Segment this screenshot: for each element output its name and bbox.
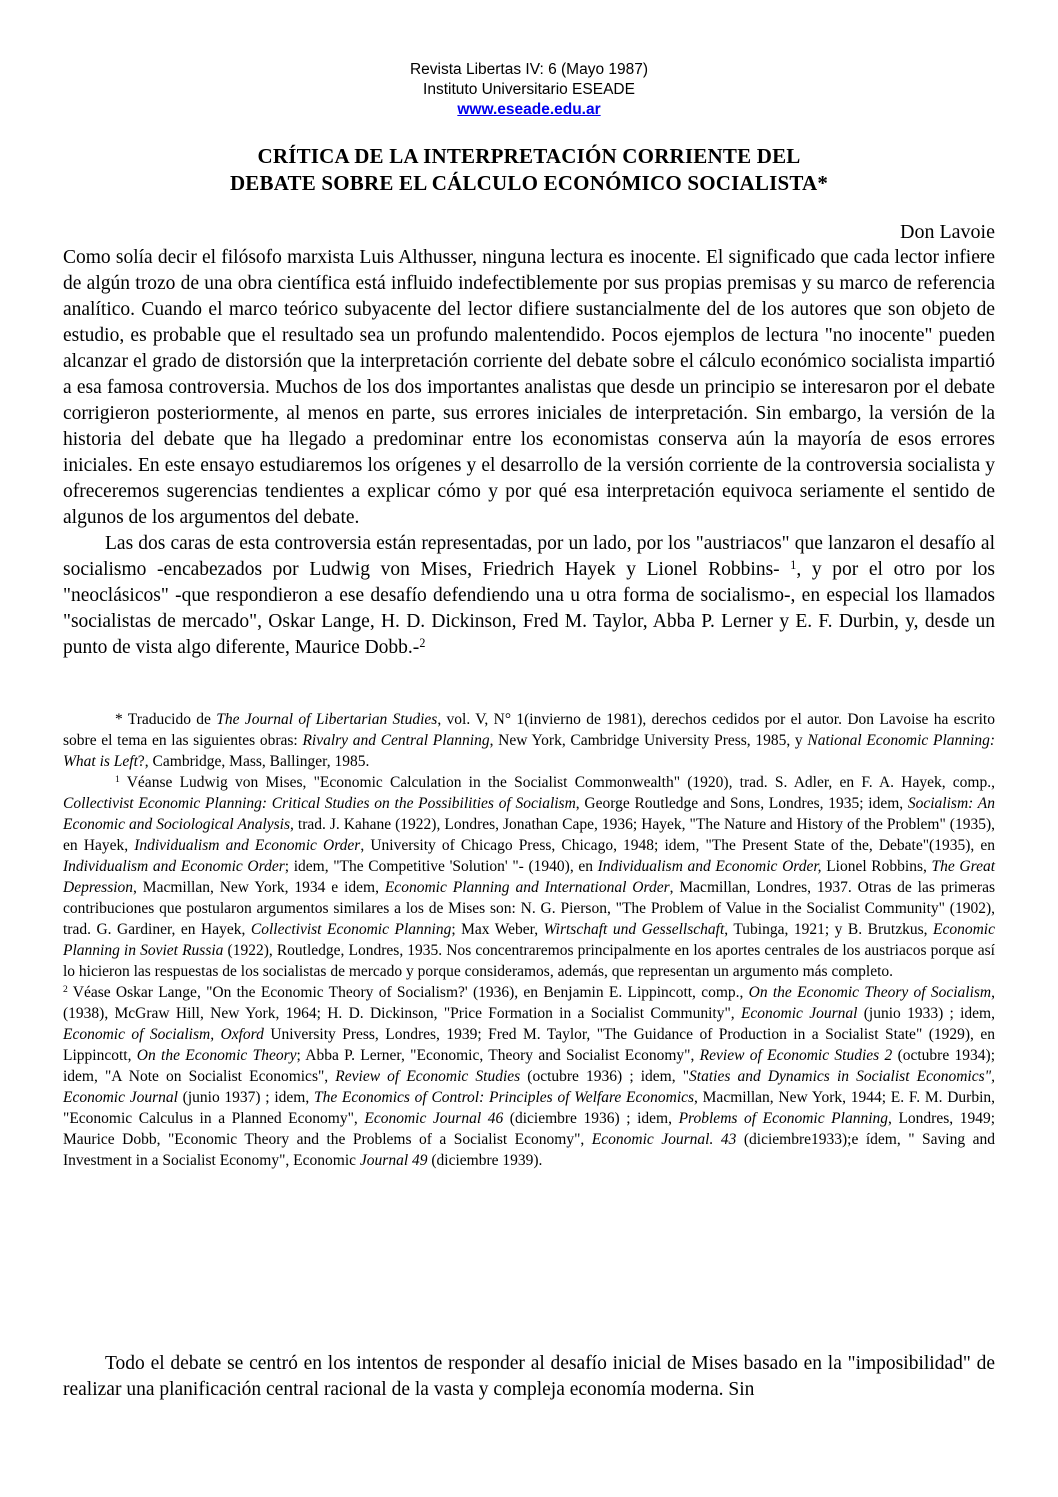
journal-header <box>63 60 995 120</box>
body-paragraph-1: Como solía decir el filósofo marxista Luis Althusser, ninguna lectura es inocente. El significado que cada lector infiere de algún trozo de una obra científica está influido indefectiblemente por sus propias premisas y su marco de referencia analítico. Cuando el marco teórico subyacente del lector difiere sustancialmente del de los autores que son objeto de estudio, es probable que el resultado sea un profundo malentendido. Pocos ejemplos de lectura "no inocente" pueden alcanzar el grado de distorsión que la interpretación corriente del debate sobre el cálculo económico socialista impartió a esa famosa controversia. Muchos de los dos importantes analistas que desde un principio se interesaron por el debate corrigieron posteriormente, al menos en parte, sus errores iniciales de interpretación. Sin embargo, la versión de la historia del debate que ha llegado a predominar entre los economistas conserva aún la mayoría de esos errores iniciales. En este ensayo estudiaremos los orígenes y el desarrollo de la versión corriente de la controversia socialista y ofreceremos sugerencias tendientes a explicar cómo y por qué esa interpretación equivoca seriamente el sentido de algunos de los argumentos del debate. <box>63 247 995 528</box>
article-title-line2: DEBATE SOBRE EL CÁLCULO ECONÓMICO SOCIALISTA* <box>229 171 829 195</box>
eseade-link[interactable]: www.eseade.edu.ar <box>457 101 601 118</box>
institute-line: Instituto Universitario ESEADE <box>423 81 635 98</box>
footnote-star: * Traducido de The Journal of Libertarian Studies, vol. V, N° 1(invierno de 1981), derechos cedidos por el autor. Don Lavoise ha escrito sobre el tema en las siguientes obras: Rivalry and Central Planning, New York, Cambridge University Press, 1985, y National Economic Planning: What is Left?, Cambridge, Mass, Ballinger, 1985. <box>63 711 995 770</box>
footnote-2: $^2$ Véase Oskar Lange, "On the Economic Theory of Socialism?' (1936), en Benjamin E. Lippincott, comp., On the Economic Theory of Socialism, (1938), McGraw Hill, New York, 1964; H. D. Dickinson, "Price Formation in a Socialist Community", Economic Journal (junio 1933) ; idem, Economic of Socialism, Oxford University Press, Londres, 1939; Fred M. Taylor, "The Guidance of Production in a Socialist State" (1929), en Lippincott, On the Economic Theory; Abba P. Lerner, "Economic, Theory and Socialist Economy", Review of Economic Studies 2 (octubre 1934); idem, "A Note on Socialist Economics", Review of Economic Studies (octubre 1936) ; idem, "Staties and Dynamics in Socialist Economics", Economic Journal (junio 1937) ; idem, The Economics of Control: Principles of Welfare Economics, Macmillan, New York, 1944; E. F. M. Durbin, "Economic Calculus in a Planned Economy", Economic Journal 46 (diciembre 1936) ; idem, Problems of Economic Planning, Londres, 1949; Maurice Dobb, "Economic Theory and the Problems of a Socialist Economy", Economic Journal. 43 (diciembre1933);e ídem, " Saving and Investment in a Socialist Economy", Economic Journal 49 (diciembre 1939). <box>63 984 996 1169</box>
journal-title-line: Revista Libertas IV: 6 (Mayo 1987) <box>409 61 649 78</box>
body-paragraph-2: Las dos caras de esta controversia están representadas, por un lado, por los "austriacos" que lanzaron el desafío al socialismo -encabezados por Ludwig von Mises, Friedrich Hayek y Lionel Robbins- $^1$, y por el otro por los "neoclásicos" -que respondieron a ese desafío defendiendo una u otra forma de socialismo-, en especial los llamados "socialistas de mercado", Oskar Lange, H. D. Dickinson, Fred M. Taylor, Abba P. Lerner y E. F. Durbin, y, desde un punto de vista algo diferente, Maurice Dobb.-$^2$ <box>63 533 995 658</box>
footnote-1: $^1$ Véanse Ludwig von Mises, "Economic Calculation in the Socialist Commonwealth" (1920), trad. S. Adler, en F. A. Hayek, comp., Collectivist Economic Planning: Critical Studies on the Possibilities of Socialism, George Routledge and Sons, Londres, 1935; idem, Socialism: An Economic and Sociological Analysis, trad. J. Kahane (1922), Londres, Jonathan Cape, 1936; Hayek, "The Nature and History of the Problem" (1935), en Hayek, Individualism and Economic Order, University of Chicago Press, Chicago, 1948; idem, "The Present State of the, Debate"(1935), en Individualism and Economic Order; idem, "The Competitive 'Solution' "- (1940), en Individualism and Economic Order, Lionel Robbins, The Great Depression, Macmillan, New York, 1934 e idem, Economic Planning and International Order, Macmillan, Londres, 1937. Otras de las primeras contribuciones que postularon argumentos similares a los de Mises son: N. G. Pierson, "The Problem of Value in the Socialist Community" (1902), trad. G. Gardiner, en Hayek, Collectivist Economic Planning; Max Weber, Wirtschaft und Gessellschaft, Tubinga, 1921; y B. Brutzkus, Economic Planning in Soviet Russia (1922), Routledge, Londres, 1935. Nos concentraremos principalmente en los aportes centrales de los austriacos porque así lo hicieron las respuestas de los socialistas de mercado y porque consideramos, además, que representan un argumento más completo. <box>63 774 996 980</box>
closing-paragraph: Todo el debate se centró en los intentos de responder al desafío inicial de Mises basado en la "imposibilidad" de realizar una planificación central racional de la vasta y compleja economía moderna. Sin <box>63 1353 995 1400</box>
footnotes-section <box>63 709 995 1171</box>
closing-section <box>63 1351 995 1403</box>
article-body <box>63 245 995 661</box>
article-title-line1: CRÍTICA DE LA INTERPRETACIÓN CORRIENTE DEL <box>257 144 801 168</box>
link-line <box>63 100 995 120</box>
author-name: Don Lavoie <box>900 221 995 243</box>
article-title <box>63 143 995 197</box>
